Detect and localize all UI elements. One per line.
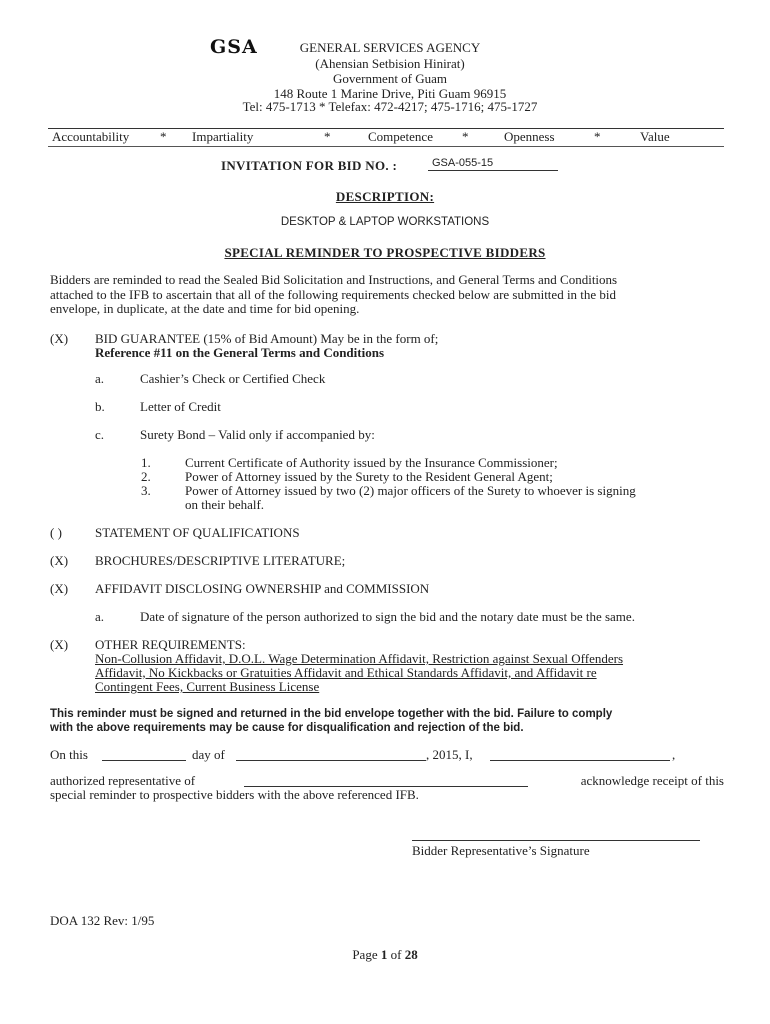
other-requirements-line: Affidavit, No Kickbacks or Gratuities Affidavit and Ethical Standards Affidavit, and Affidavit re [95, 665, 597, 680]
other-requirements-line: Contingent Fees, Current Business License [95, 679, 320, 694]
checkbox-other: (X) [50, 637, 69, 652]
value-impartiality: Impartiality [192, 129, 254, 144]
surety-requirement-cont: on their behalf. [185, 497, 265, 512]
compliance-notice [50, 707, 740, 735]
page-prefix: Page [352, 947, 378, 962]
signature-line[interactable] [412, 840, 700, 841]
reminder-heading: SPECIAL REMINDER TO PROSPECTIVE BIDDERS [224, 245, 546, 260]
value-accountability: Accountability [52, 129, 130, 144]
values-bottom-rule [48, 146, 724, 147]
name-blank[interactable] [490, 760, 670, 761]
value-separator: * [594, 129, 601, 144]
qualifications-label: STATEMENT OF QUALIFICATIONS [95, 525, 300, 540]
option-letter: a. [95, 609, 105, 624]
brochures-label: BROCHURES/DESCRIPTIVE LITERATURE; [95, 553, 346, 568]
day-blank[interactable] [102, 760, 186, 761]
value-separator: * [462, 129, 469, 144]
affidavit-note: Date of signature of the person authorized to sign the bid and the notary date must be the same. [140, 609, 635, 624]
description-heading: DESCRIPTION: [335, 189, 435, 204]
notice-line: This reminder must be signed and returned in the bid envelope together with the bid. Failure to comply [50, 708, 613, 720]
intro-line: Bidders are reminded to read the Sealed Bid Solicitation and Instructions, and General Terms and Conditions [50, 272, 618, 287]
acknowledge-label: acknowledge receipt of this [580, 773, 724, 788]
invitation-label: INVITATION FOR BID NO. : [221, 158, 398, 173]
checkbox-affidavit: (X) [50, 581, 69, 596]
value-separator: * [160, 129, 167, 144]
notice-line: with the above requirements may be cause for disqualification and rejection of the bid. [50, 722, 524, 734]
form-code: DOA 132 Rev: 1/95 [50, 913, 155, 928]
intro-paragraph [50, 273, 730, 317]
agency-name: GENERAL SERVICES AGENCY [299, 40, 481, 55]
year-label: , 2015, I, [426, 747, 473, 762]
option-cashiers-check: Cashier’s Check or Certified Check [140, 371, 326, 386]
agency-address: 148 Route 1 Marine Drive, Piti Guam 96915 [273, 86, 507, 101]
agency-phones: Tel: 475-1713 * Telefax: 472-4217; 475-1716; 475-1727 [242, 99, 538, 114]
other-requirements-label: OTHER REQUIREMENTS: [95, 637, 246, 652]
option-letter-of-credit: Letter of Credit [140, 399, 221, 414]
option-letter: b. [95, 399, 105, 414]
surety-requirement: Power of Attorney issued by two (2) major officers of the Surety to whoever is signing [185, 483, 636, 498]
option-letter: c. [95, 427, 105, 442]
value-value: Value [640, 129, 670, 144]
page-current: 1 [380, 947, 388, 962]
intro-line: envelope, in duplicate, at the date and time for bid opening. [50, 301, 360, 316]
description-text: DESKTOP & LAPTOP WORKSTATIONS [280, 216, 490, 228]
surety-requirement: Power of Attorney issued by the Surety to the Resident General Agent; [185, 469, 553, 484]
gsa-logo: GSA [210, 36, 258, 58]
bid-guarantee-reference: Reference #11 on the General Terms and Conditions [95, 345, 385, 360]
page-total: 28 [404, 947, 418, 962]
checkbox-qualifications: ( ) [50, 525, 62, 540]
on-this-label: On this [50, 747, 88, 762]
sub-number: 2. [141, 469, 151, 484]
signature-label: Bidder Representative’s Signature [412, 843, 590, 858]
value-openness: Openness [504, 129, 555, 144]
day-of-label: day of [192, 747, 225, 762]
checkbox-bid-guarantee: (X) [50, 331, 69, 346]
values-bar [48, 128, 724, 147]
bid-guarantee-label: BID GUARANTEE (15% of Bid Amount) May be in the form of; [95, 331, 439, 346]
page-number [0, 947, 770, 963]
page-of: of [390, 947, 402, 962]
option-surety-bond: Surety Bond – Valid only if accompanied by: [140, 427, 375, 442]
agency-subtitle: (Ahensian Setbision Hinirat) [315, 56, 465, 71]
bid-number: GSA-055-15 [428, 157, 558, 171]
sub-number: 1. [141, 455, 151, 470]
affidavit-label: AFFIDAVIT DISCLOSING OWNERSHIP and COMMISSION [95, 581, 430, 596]
government-name: Government of Guam [332, 71, 448, 86]
acknowledge-line: special reminder to prospective bidders with the above referenced IFB. [50, 787, 419, 802]
month-blank[interactable] [236, 760, 426, 761]
value-separator: * [324, 129, 331, 144]
comma: , [672, 747, 676, 762]
sub-number: 3. [141, 483, 151, 498]
option-letter: a. [95, 371, 105, 386]
other-requirements-line: Non-Collusion Affidavit, D.O.L. Wage Determination Affidavit, Restriction against Sexual Offenders [95, 651, 624, 666]
authorized-label: authorized representative of [50, 773, 196, 788]
surety-requirement: Current Certificate of Authority issued by the Insurance Commissioner; [185, 455, 558, 470]
value-competence: Competence [368, 129, 433, 144]
checkbox-brochures: (X) [50, 553, 69, 568]
intro-line: attached to the IFB to ascertain that all of the following requirements checked below are submitted in the bid [50, 286, 617, 302]
